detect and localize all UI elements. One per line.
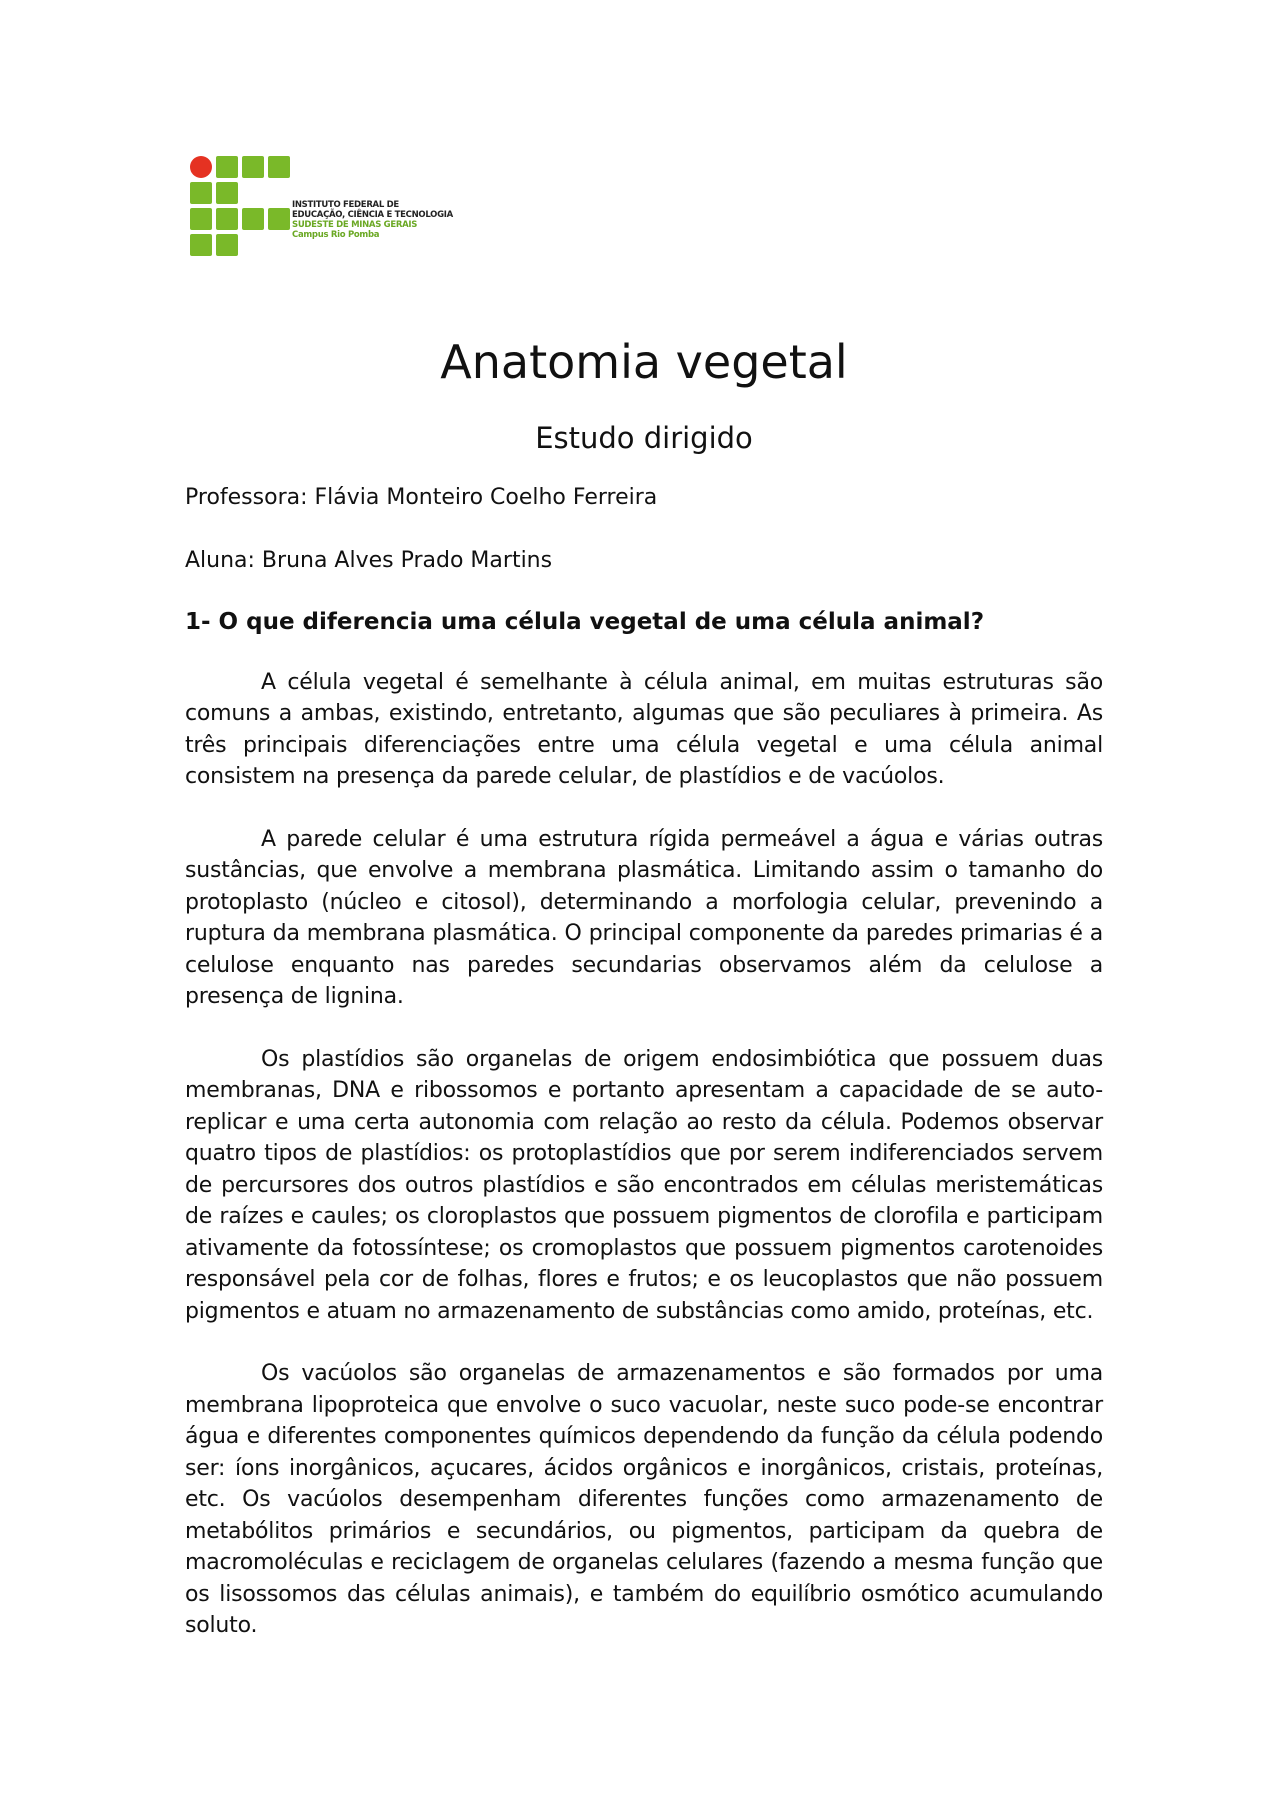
paragraph-plastids: Os plastídios são organelas de origem endosimbiótica que possuem duas membranas, DNA e ribossomos e portanto apresentam a capacidade de se auto-replicar e uma certa autonomia com relação ao resto da célula. Podemos observar quatro tipos de plastídios: os protoplastídios que por serem indiferenciados servem de percursores dos outros plastídios e são encontrados em células meristemáticas de raízes e caules; os cloroplastos que possuem pigmentos de clorofila e participam ativamente da fotossíntese; os cromoplastos que possuem pigmentos carotenoides responsável pela cor de folhas, flores e frutos; e os leucoplastos que não possuem pigmentos e atuam no armazenamento de substâncias como amido, proteínas, etc. bbox=[185, 1046, 1103, 1324]
paragraph-vacuoles: Os vacúolos são organelas de armazenamentos e são formados por uma membrana lipoproteica que envolve o suco vacuolar, neste suco pode-se encontrar água e diferentes componentes químicos dependendo da função da célula podendo ser: íons inorgânicos, açucares, ácidos orgânicos e inorgânicos, cristais, proteínas, etc. Os vacúolos desempenham diferentes funções como armazenamento de metabólitos primários e secundários, ou pigmentos, participam da quebra de macromoléculas e reciclagem de organelas celulares (fazendo a mesma função que os lisossomos das células animais), e também do equilíbrio osmótico acumulando soluto. bbox=[185, 1361, 1103, 1638]
logo-line-3: SUDESTE DE MINAS GERAIS bbox=[292, 220, 418, 230]
student-line: Aluna: Bruna Alves Prado Martins bbox=[185, 547, 553, 573]
document-title: Anatomia vegetal bbox=[440, 335, 848, 389]
logo-mark-icon bbox=[190, 156, 290, 256]
professor-line: Professora: Flávia Monteiro Coelho Ferreira bbox=[185, 485, 658, 510]
logo-line-4: Campus Rio Pomba bbox=[292, 230, 380, 240]
institute-logo bbox=[190, 156, 453, 256]
paragraph-cell-wall: A parede celular é uma estrutura rígida permeável a água e várias outras sustâncias, que envolve a membrana plasmática. Limitando assim o tamanho do protoplasto (núcleo e citosol), determinando a morfologia celular, prevenindo a ruptura da membrana plasmática. O principal componente da paredes primarias é a celulose enquanto nas paredes secundarias observamos além da celulose a presença de lignina. bbox=[185, 826, 1103, 1009]
logo-line-2: EDUCAÇÃO, CIÊNCIA E TECNOLOGIA bbox=[292, 210, 453, 220]
paragraph-cell-comparison: A célula vegetal é semelhante à célula animal, em muitas estruturas são comuns a ambas, existindo, entretanto, algumas que são peculiares à primeira. As três principais diferenciações entre uma célula vegetal e uma célula animal consistem na presença da parede celular, de plastídios e de vacúolos. bbox=[185, 669, 1103, 789]
document-body bbox=[185, 330, 1103, 1673]
document-subtitle: Estudo dirigido bbox=[535, 421, 753, 455]
logo-text bbox=[292, 200, 453, 240]
question-heading: 1- O que diferencia uma célula vegetal de uma célula animal? bbox=[185, 609, 985, 635]
logo-line-1: INSTITUTO FEDERAL DE bbox=[292, 200, 399, 210]
